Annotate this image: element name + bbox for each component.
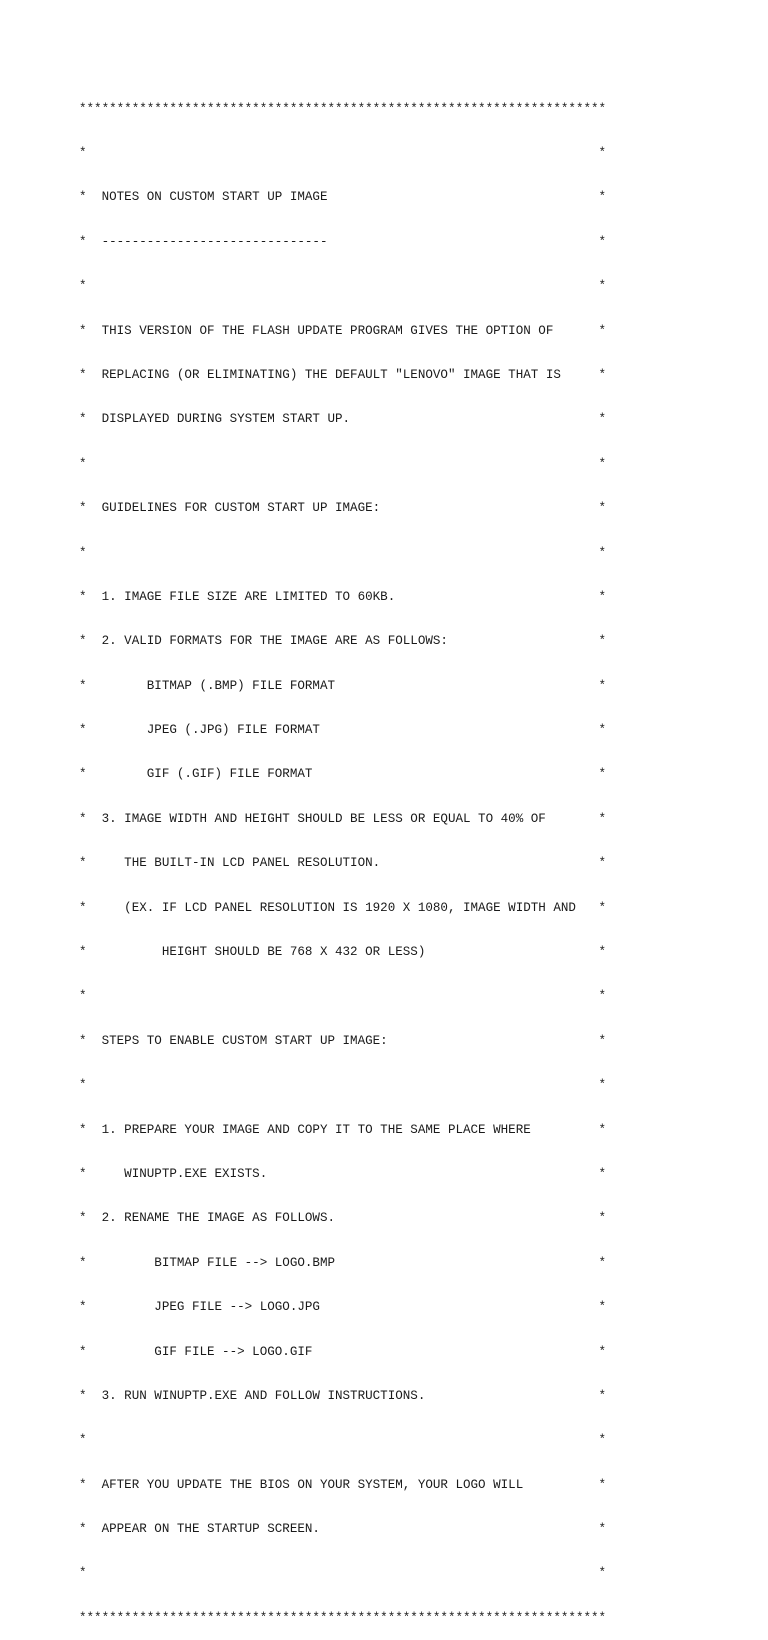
guideline-example: * HEIGHT SHOULD BE 768 X 432 OR LESS) * [79,945,607,960]
border-bottom: ********************************************************************** [79,1610,607,1625]
closing-line: * AFTER YOU UPDATE THE BIOS ON YOUR SYSTEM, YOUR LOGO WILL * [79,1477,607,1492]
guideline-item: * 3. IMAGE WIDTH AND HEIGHT SHOULD BE LESS OR EQUAL TO 40% OF * [79,811,607,826]
steps-heading: * STEPS TO ENABLE CUSTOM START UP IMAGE: * [79,1033,607,1048]
section-title: * NOTES ON CUSTOM START UP IMAGE * [79,190,607,205]
rename-item: * BITMAP FILE --> LOGO.BMP * [79,1255,607,1270]
blank-line: * * [79,989,607,1004]
format-item: * BITMAP (.BMP) FILE FORMAT * [79,678,607,693]
intro-line: * DISPLAYED DURING SYSTEM START UP. * [79,412,607,427]
step-item: * 1. PREPARE YOUR IMAGE AND COPY IT TO THE SAME PLACE WHERE * [79,1122,607,1137]
blank-line: * * [79,545,607,560]
format-item: * GIF (.GIF) FILE FORMAT * [79,767,607,782]
guideline-item: * 2. VALID FORMATS FOR THE IMAGE ARE AS FOLLOWS: * [79,634,607,649]
blank-line: * * [79,1566,607,1581]
guideline-continuation: * THE BUILT-IN LCD PANEL RESOLUTION. * [79,856,607,871]
guideline-example: * (EX. IF LCD PANEL RESOLUTION IS 1920 X 1080, IMAGE WIDTH AND * [79,900,607,915]
blank-line: * * [79,1078,607,1093]
blank-line: * * [79,145,607,160]
intro-line: * REPLACING (OR ELIMINATING) THE DEFAULT "LENOVO" IMAGE THAT IS * [79,367,607,382]
format-item: * JPEG (.JPG) FILE FORMAT * [79,723,607,738]
blank-line: * * [79,456,607,471]
border-top: ********************************************************************** [79,101,607,116]
closing-line: * APPEAR ON THE STARTUP SCREEN. * [79,1522,607,1537]
step-item: * 3. RUN WINUPTP.EXE AND FOLLOW INSTRUCTIONS. * [79,1388,607,1403]
title-underline: * ------------------------------ * [79,234,607,249]
step-continuation: * WINUPTP.EXE EXISTS. * [79,1166,607,1181]
blank-line: * * [79,279,607,294]
intro-line: * THIS VERSION OF THE FLASH UPDATE PROGRAM GIVES THE OPTION OF * [79,323,607,338]
guideline-item: * 1. IMAGE FILE SIZE ARE LIMITED TO 60KB. * [79,589,607,604]
blank-line: * * [79,1433,607,1448]
step-item: * 2. RENAME THE IMAGE AS FOLLOWS. * [79,1211,607,1226]
guidelines-heading: * GUIDELINES FOR CUSTOM START UP IMAGE: * [79,501,607,516]
rename-item: * JPEG FILE --> LOGO.JPG * [79,1300,607,1315]
rename-item: * GIF FILE --> LOGO.GIF * [79,1344,607,1359]
readme-document [79,72,606,1640]
